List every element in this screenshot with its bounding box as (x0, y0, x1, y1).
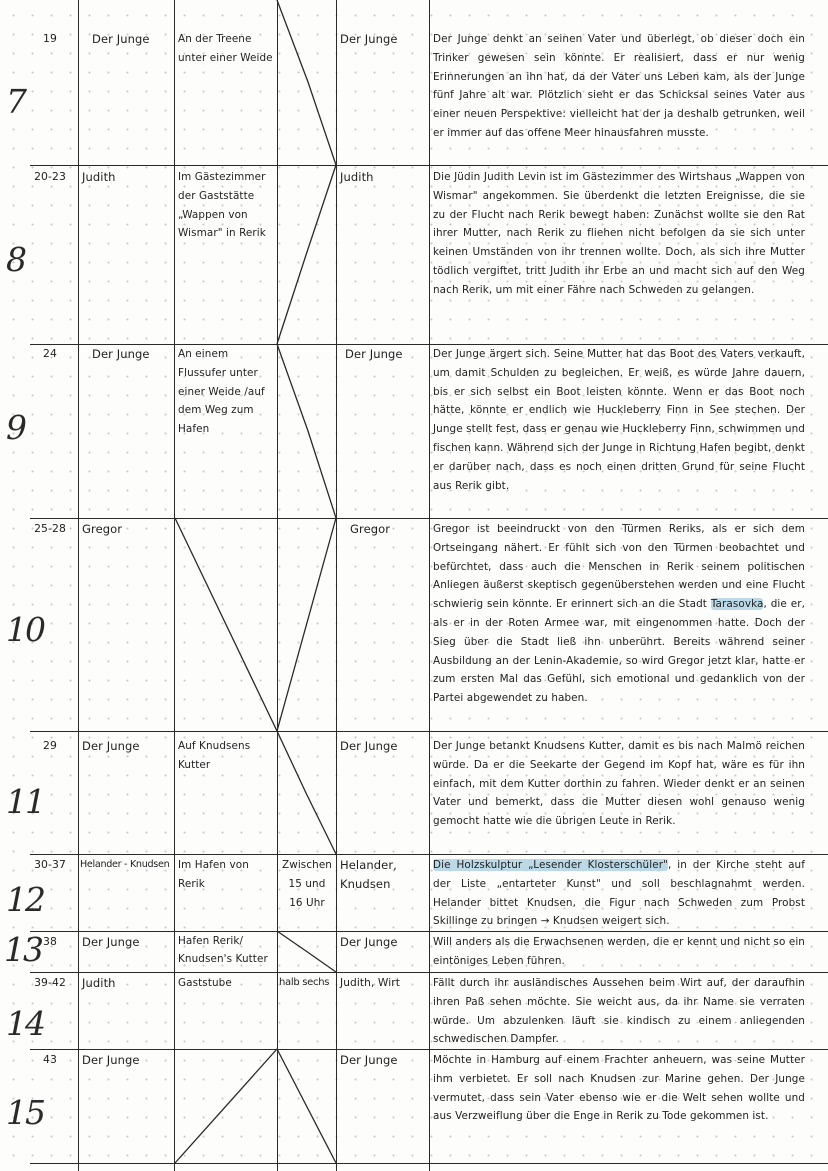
strike-mark (277, 344, 336, 518)
scene-figures: Der Junge (340, 32, 398, 46)
page-range: 30-37 (34, 858, 66, 871)
scene-number: 14 (6, 1004, 44, 1043)
scene-figures: Der Junge (340, 1053, 398, 1067)
scene-number: 9 (6, 408, 25, 447)
scene-number: 10 (6, 610, 44, 649)
page-range: 24 (43, 347, 57, 360)
scene-figures: Der Junge (340, 739, 398, 753)
main-figure: Helander - Knudsen (80, 859, 170, 870)
scene-content: Gregor ist beeindruckt von den Türmen Reriks, als er sich dem Ortseingang nähert. Er fühlt sich von den Türmen beobachtet und befürchtet, dass auch die Menschen in Rerik seinem politischen Anliegen äußerst skeptisch gegenüberstehen werden und eine Flucht schwierig sein könnte. Er erinnert sich an die Stadt Tarasovka, die er, als er in der Roten Armee war, mit eingenommen hatte. Doch der Sieg über die Stadt ließ ihn unberührt. Bereits während seiner Ausbildung an der Lenin-Akademie, so wird Gregor jetzt klar, hatte er zum ersten Mal das Gefühl, sich emotional und gedanklich von der Partei abgewendet zu haben. (433, 523, 805, 705)
scene-content: Fällt durch ihr ausländisches Aussehen beim Wirt auf, der daraufhin ihren Paß sehen möchte. Sie weicht aus, da ihr Name sie verraten würde. Um abzulenken läuft sie kindisch zu einem anliegenden schwedischen Dampfer. (433, 977, 805, 1046)
main-figure: Der Junge (82, 935, 140, 949)
scene-figures: Helander, Knudsen (340, 858, 397, 891)
scene-content: Der Junge denkt an seinen Vater und überlegt, ob dieser doch ein Trinker gewesen sein könnte. Er realisiert, dass er nur wenig Erinnerungen an ihn hat, da der Vater uns Leben kam, als der Junge fünf Jahre alt war. Plötzlich sieht er das Schicksal seines Vater aus einer neuen Perspektive: vielleicht hat der ja deshalb getrunken, weil er immer auf das offene Meer hinausfahren musste. (433, 33, 805, 139)
scene-content: Der Junge betankt Knudsens Kutter, damit es bis nach Malmö reichen würde. Da er die Seekarte der Gegend im Kopf hat, wäre es für ihn einfach, mit dem Kutter dorthin zu fahren. Wieder denkt er an seinen Vater und bemerkt, dass die Mutter diesen wohl genauso wenig gemocht hatte wie die übrigen Leute in Rerik. (433, 740, 805, 828)
scene-figures: Der Junge (345, 347, 403, 361)
scene-figures: Judith, Wirt (340, 977, 401, 989)
scene-figures: Judith (340, 170, 374, 184)
main-figure: Judith (82, 170, 116, 184)
scene-number: 13 (4, 930, 42, 969)
scene-figures: Der Junge (340, 935, 398, 949)
main-figure: Der Junge (82, 1053, 140, 1067)
scene-content: Will anders als die Erwachsenen werden, die er kennt und nicht so ein eintöniges Leben führen. (433, 936, 805, 967)
page-range: 38 (43, 935, 57, 948)
strike-mark (175, 1049, 336, 1163)
page-range: 43 (43, 1053, 57, 1066)
scene-place: Hafen Rerik/ Knudsen's Kutter (178, 935, 268, 965)
strike-mark (277, 931, 336, 972)
scene-figures: Gregor (350, 522, 391, 536)
scene-number: 7 (6, 82, 25, 121)
scene-place: An der Treene unter einer Weide (178, 33, 273, 64)
page-range: 29 (43, 739, 57, 752)
scene-time: halb sechs (279, 977, 330, 988)
page-range: 25-28 (34, 522, 66, 535)
scene-content: Die Holzskulptur „Lesender Klosterschüler", in der Kirche steht auf der Liste „entarteter Kunst" und soll beschlagnahmt werden. Helander bittet Knudsen, die Figur nach Schweden zum Probst Skillinge zu bringen → Knudsen weigert sich. (433, 859, 805, 928)
page-range: 39-42 (34, 976, 66, 989)
page-range: 20-23 (34, 170, 66, 183)
highlighted-term: Tarasovka (710, 598, 764, 611)
strike-mark (277, 731, 336, 854)
scene-number: 15 (6, 1093, 44, 1132)
main-figure: Der Junge (82, 739, 140, 753)
scene-content: Möchte in Hamburg auf einem Frachter anheuern, was seine Mutter ihm verbietet. Er soll nach Knudsen zur Marine gehen. Der Junge vermutet, dass sein Vater ebenso wie er die Welt sehen wollte und aus Verzweiflung über die Enge in Rerik zu Tode gekommen ist. (433, 1054, 805, 1123)
scene-place: Auf Knudsens Kutter (178, 740, 251, 771)
scene-place: Im Gästezimmer der Gaststätte „Wappen von Wismar" in Rerik (178, 171, 266, 240)
scene-content: Die Jüdin Judith Levin ist im Gästezimmer des Wirtshaus „Wappen von Wismar" angekommen. Sie überdenkt die letzten Ereignisse, die sie zu der Flucht nach Rerik bewegt haben: Zunächst wollte sie den Rat ihrer Mutter, nach Rerik zu fliehen nicht befolgen da sie sich unter keinen Umständen von ihr trennen wollte. Doch, als sich ihre Mutter tödlich vergiftet, tritt Judith ihr Erbe an und macht sich auf den Weg nach Rerik, um mit einer Fähre nach Schweden zu gelangen. (433, 171, 805, 296)
scene-time: Zwischen 15 und 16 Uhr (282, 859, 332, 909)
strike-mark (277, 165, 336, 344)
scene-number: 12 (6, 880, 44, 919)
strike-mark (277, 0, 336, 165)
page-range: 19 (43, 32, 57, 45)
scene-place: An einem Flussufer unter einer Weide /auf dem Weg zum Hafen (178, 348, 265, 436)
main-figure: Judith (82, 976, 116, 990)
strike-mark (175, 518, 336, 731)
main-figure: Der Junge (92, 347, 150, 361)
scene-place: Im Hafen von Rerik (178, 859, 249, 890)
main-figure: Gregor (82, 522, 123, 536)
scene-number: 11 (6, 782, 44, 821)
highlighted-term: Die Holzskulptur „Lesender Klosterschüler" (433, 859, 668, 871)
main-figure: Der Junge (92, 32, 150, 46)
scene-place: Gaststube (178, 977, 232, 989)
scene-content: Der Junge ärgert sich. Seine Mutter hat das Boot des Vaters verkauft, um damit Schulden zu begleichen. Er weiß, es würde Jahre dauern, bis er sich selbst ein Boot leisten könnte. Wenn er das Boot noch hätte, könnte er endlich wie Huckleberry Finn in See stechen. Der Junge stellt fest, dass er genau wie Huckleberry Finn, schwimmen und fischen kann. Während sich der Junge in Richtung Hafen begibt, denkt er darüber nach, dass es noch einen dritten Grund für seine Flucht aus Rerik gibt. (433, 348, 805, 492)
scene-number: 8 (6, 240, 25, 279)
